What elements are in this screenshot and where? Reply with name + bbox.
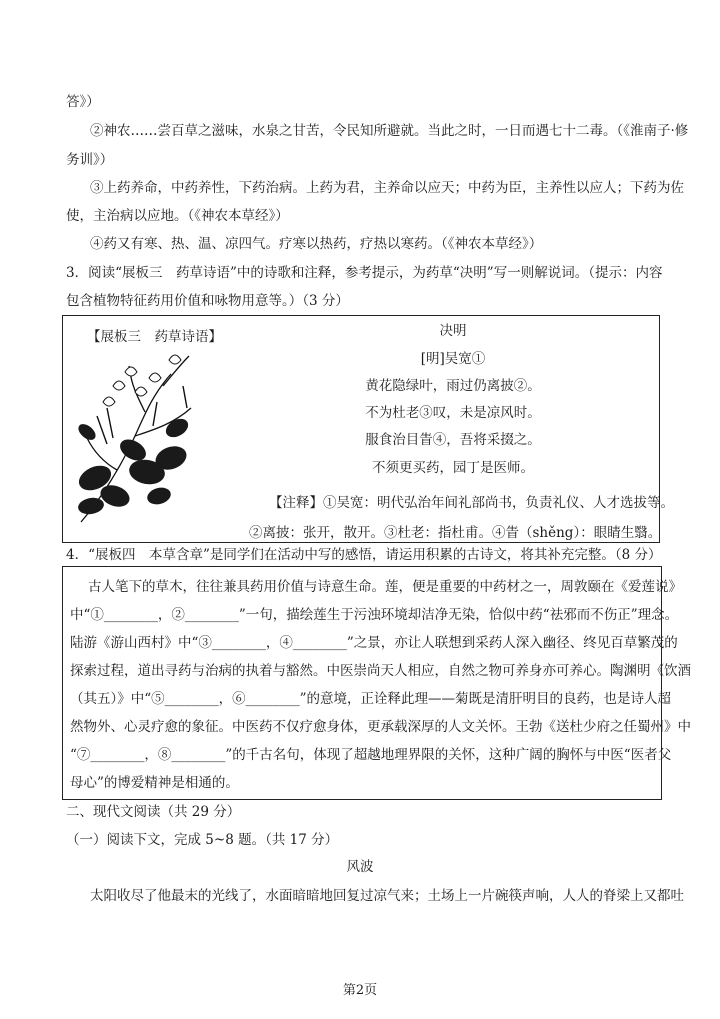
panel-4-text: 探索过程，道出寻药与治病的执着与豁然。中医崇尚天人相应，自然之物可养身亦可养心。陶渊明《饮酒 bbox=[70, 663, 691, 679]
text-line: 使，主治病以应地。（《神农本草经》） bbox=[66, 208, 289, 224]
poem-author: [明]吴宽① bbox=[420, 351, 486, 367]
poem-line: 不为杜老③叹，未是凉风时。 bbox=[365, 405, 541, 421]
section-subheading: （一）阅读下文，完成 5~8 题。（共 17 分） bbox=[66, 832, 339, 848]
panel-4-text: “⑦________，⑧________”的千古名句，体现了超越地理界限的关怀，这种广阔的胸怀与中医“医者父 bbox=[70, 747, 672, 763]
poem-line: 黄花隐绿叶，雨过仍离披②。 bbox=[365, 378, 541, 394]
poem-line: 服食治目眚④，吾将采掇之。 bbox=[365, 432, 541, 448]
poem-title: 决明 bbox=[439, 323, 467, 339]
panel-4-text: 古人笔下的草木，往往兼具药用价值与诗意生命。莲，便是重要的中药材之一，周敦颐在《爱莲说》 bbox=[88, 579, 682, 595]
panel-3-box bbox=[62, 315, 674, 543]
poem-note: 【注释】①吴宽：明代弘治年间礼部尚书，负责礼仪、人才选拔等。 bbox=[269, 495, 674, 511]
panel-4-text: 母心”的博爱精神是相通的。 bbox=[70, 775, 239, 791]
story-title: 风波 bbox=[346, 859, 374, 875]
panel-4-text: 然物外、心灵疗愈的象征。中医药不仅疗愈身体，更承载深厚的人文关怀。王勃《送杜少府之任蜀州》中 bbox=[70, 719, 691, 735]
text-line: ③上药养命，中药养性，下药治病。上药为君，主养命以应天；中药为臣，主养性以应人；下药为佐 bbox=[90, 180, 684, 196]
plant-illustration bbox=[73, 346, 199, 524]
question-4-line: 4．“展板四 本草含章”是同学们在活动中写的感悟，请运用积累的古诗文，将其补充完整。（8 分） bbox=[66, 547, 662, 563]
text-line: ④药又有寒、热、温、凉四气。疗寒以热药，疗热以寒药。（《神农本草经》） bbox=[90, 236, 543, 252]
question-3-line2: 包含植物特征药用价值和咏物用意等。）（3 分） bbox=[66, 293, 349, 309]
text-line: 答》） bbox=[66, 94, 100, 110]
panel-4-text: （其五）》中“⑤________，⑥________”的意境，正诠释此理——菊既是清肝明目的良药，也是诗人超 bbox=[70, 691, 672, 707]
story-text: 太阳收尽了他最末的光线了，水面暗暗地回复过凉气来；土场上一片碗筷声响，人人的脊梁上又都吐 bbox=[90, 888, 684, 904]
poem-note: ②离披：张开，散开。③杜老：指杜甫。④眚（shěng）：眼睛生翳。 bbox=[249, 525, 662, 541]
section-heading: 二、现代文阅读（共 29 分） bbox=[66, 804, 241, 820]
question-3-line1: 3．阅读“展板三 药草诗语”中的诗歌和注释，参考提示，为药草“决明”写一则解说词。（提示：内容 bbox=[66, 265, 663, 281]
panel-3-label: 【展板三 药草诗语】 bbox=[87, 329, 222, 345]
text-line: 务训》） bbox=[66, 152, 114, 168]
page-number: 第2页 bbox=[342, 983, 378, 998]
poem-line: 不须更买药，园丁是医师。 bbox=[372, 460, 534, 476]
panel-4-text: 中“①________，②________”一句，描绘莲生于污浊环境却洁净无染，恰似中药“祛邪而不伤正”理念。 bbox=[70, 607, 679, 623]
panel-4-box bbox=[62, 566, 691, 800]
text-line: ②神农……尝百草之滋味，水泉之甘苦，令民知所避就。当此之时，一日而遇七十二毒。（《淮南子·修 bbox=[90, 123, 689, 139]
panel-4-text: 陆游《游山西村》中“③________，④________”之景，亦让人联想到采药人深入幽径、终见百草繁茂的 bbox=[70, 635, 678, 651]
